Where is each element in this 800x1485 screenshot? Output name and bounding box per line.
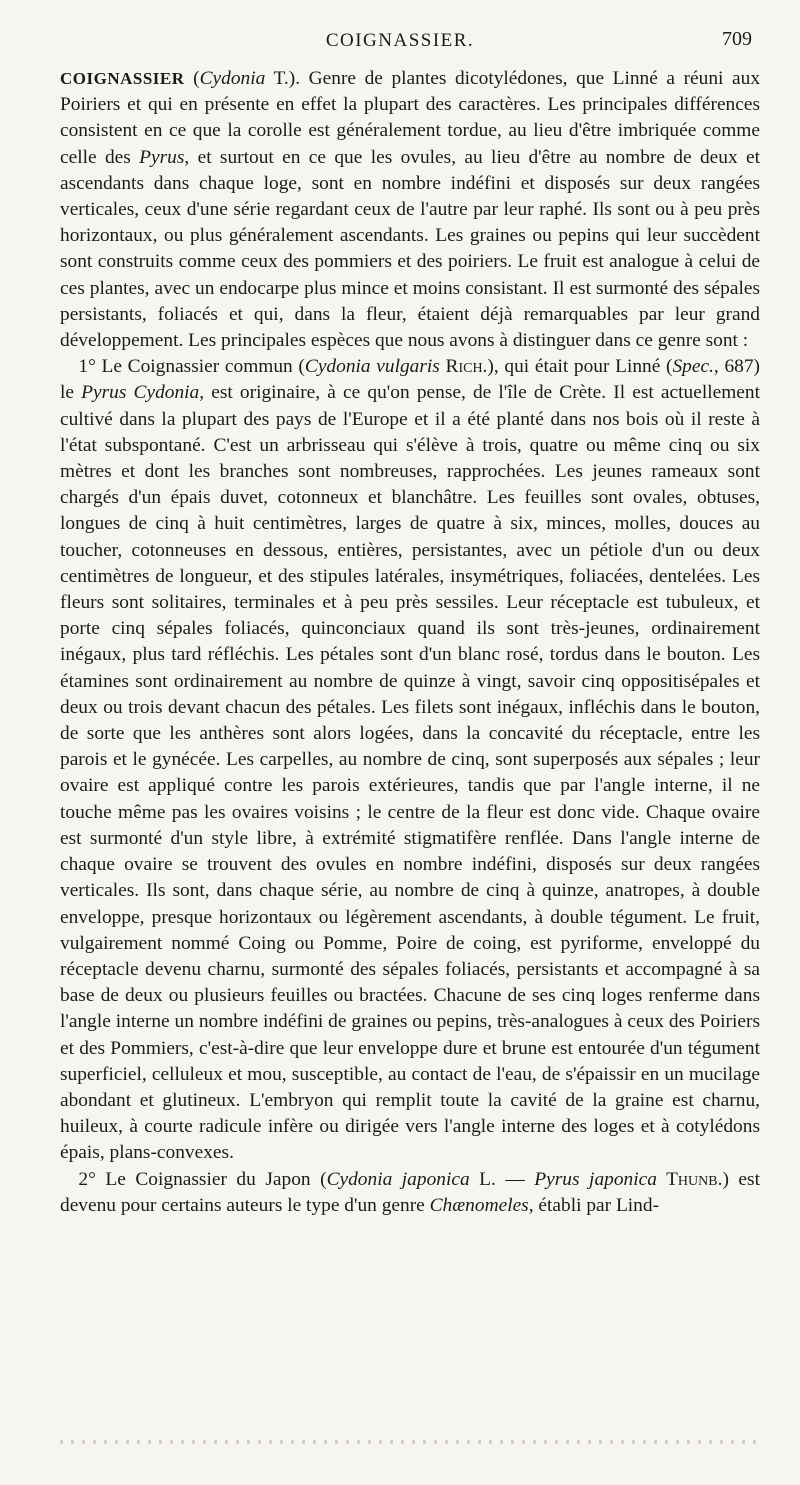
running-header — [0, 30, 800, 60]
species-1-ref: , 687) le — [60, 356, 760, 404]
species-1-spec: Spec. — [672, 356, 714, 378]
species-2-description-end: , établi par Lind- — [528, 1194, 660, 1216]
page-number: 709 — [722, 28, 752, 50]
bleed-through-dots — [60, 1440, 760, 1444]
species-2-paragraph — [60, 1167, 760, 1219]
genus-author: T. — [265, 68, 289, 89]
running-title: COIGNASSIER. — [325, 30, 475, 51]
species-1-description: , est originaire, à ce qu'on pense, de l'île de Crète. Il est actuellement cultivé dans la plupart des pays de l'Europe et il a été planté dans nos bois où il reste à l'état subspontané. C'est un arbrisseau qui s'élève à trois, quatre ou même cinq ou six mètres et dont les branches sont nombreuses, rapprochées. Les jeunes rameaux sont chargés d'un épais duvet, cotonneux et blanchâtre. Les feuilles sont ovales, obtuses, longues de cinq à huit centimètres, larges de quatre à six, minces, molles, douces au toucher, cotonneuses en dessous, entières, persistantes, avec un pétiole d'un ou deux centimètres de longueur, et des stipules latérales, insymétriques, foliacées, dentelées. Les fleurs sont solitaires, terminales et à peu près sessiles. Leur réceptacle est tubuleux, et porte cinq sépales foliacés, quinconciaux quand ils sont très-jeunes, ordinairement inégaux, plus tard réfléchis. Les pétales sont d'un blanc rosé, tordus dans le bouton. Les étamines sont ordinairement au nombre de quinze à vingt, savoir cinq oppositisépales et deux ou trois devant chacun des pétales. Les filets sont inégaux, infléchis dans le bouton, de sorte que les anthères sont alors logées, dans la concavité du réceptacle, entre les parois et le gynécée. Les carpelles, au nombre de cinq, sont superposés aux sépales ; leur ovaire est appliqué contre les parois extérieures, tandis que par l'angle interne, il ne touche même pas les ovaires voisins ; le centre de la fleur est donc vide. Chaque ovaire est surmonté d'un style libre, à extrémité stigmatifère renflée. Dans l'angle interne de chaque ovaire se trouvent des ovules en nombre indéfini, disposés sur deux rangées verticales. Ils sont, dans chaque série, au nombre de cinq à quinze, anatropes, à double enveloppe, presque horizontaux ou légèrement ascendants, à double tégument. Le fruit, vulgairement nommé Coing ou Pomme, Poire de coing, est pyriforme, enveloppé du réceptacle devenu charnu, surmonté des sépales foliacés, persistants et accompagné à sa base de deux ou plusieurs feuilles ou bractées. Chacune de ses cinq loges renferme dans l'angle interne un nombre indéfini de graines ou pepins, très-analogues à ceux des Poiriers et des Pommiers, c'est-à-dire que leur enveloppe dure et brune est entourée d'un tégument superficiel, celluleux et mou, susceptible, au contact de l'eau, de s'épaissir en un mucilage abondant et glutineux. L'embryon qui remplit toute la cavité de la graine est charnu, huileux, à courte radicule infère ou dirigée vers l'angle interne des loges et à cotylédons épais, plans-convexes. — [60, 382, 760, 1164]
species-2-genus: Chænomeles — [429, 1194, 529, 1216]
article-body — [60, 66, 760, 1219]
intro-text: ). Genre de plantes dicotylédones, que Linné a réuni aux Poiriers et qui en présente en effet la plupart des caractères. Les principales différences consistent en ce que la corolle est généralement tordue, au lieu d'être imbriquée comme celle des — [60, 68, 761, 168]
species-1-paragraph — [60, 354, 760, 1166]
species-2-author: L. — — [469, 1168, 535, 1190]
species-2-description: ) est devenu pour certains auteurs le type d'un genre — [60, 1168, 760, 1216]
species-1-author: Rich. — [439, 356, 488, 378]
pyrus-term: Pyrus — [139, 146, 185, 168]
entry-headword: COIGNASSIER — [60, 69, 185, 88]
intro-open-paren: ( — [184, 68, 200, 89]
species-2-number: 2° Le Coignassier du Japon ( — [78, 1168, 327, 1190]
genus-name: Cydonia — [199, 68, 266, 89]
species-2-name: Cydonia japonica — [326, 1168, 470, 1190]
species-1-pyrus: Pyrus Cydonia — [81, 382, 200, 404]
intro-text-continued: , et surtout en ce que les ovules, au lieu d'être au nombre de deux et ascendants dans chaque loge, sont en nombre indéfini et disposés sur deux rangées verticales, ceux d'une série regardant ceux de l'autre par leur raphé. Ils sont ou à peu près horizontaux, ou plus généralement ascendants. Les graines ou pepins qui leur succèdent sont construits comme ceux des pommiers et des poiriers. Le fruit est analogue à celui de ces plantes, avec un endocarpe plus mince et moins consistant. Il est surmonté des sépales persistants, foliacés et qui, dans la fleur, étaient déjà remarquables par leur grand développement. Les principales espèces que nous avons à distinguer dans ce genre sont : — [60, 146, 760, 352]
intro-paragraph — [60, 66, 760, 354]
species-2-author-2: Thunb. — [656, 1168, 723, 1190]
species-1-name: Cydonia vulgaris — [304, 356, 440, 378]
species-1-linne: ), qui était pour Linné ( — [487, 356, 673, 378]
species-2-pyrus: Pyrus japonica — [534, 1168, 657, 1190]
species-1-number: 1° Le Coignassier commun ( — [78, 356, 305, 378]
